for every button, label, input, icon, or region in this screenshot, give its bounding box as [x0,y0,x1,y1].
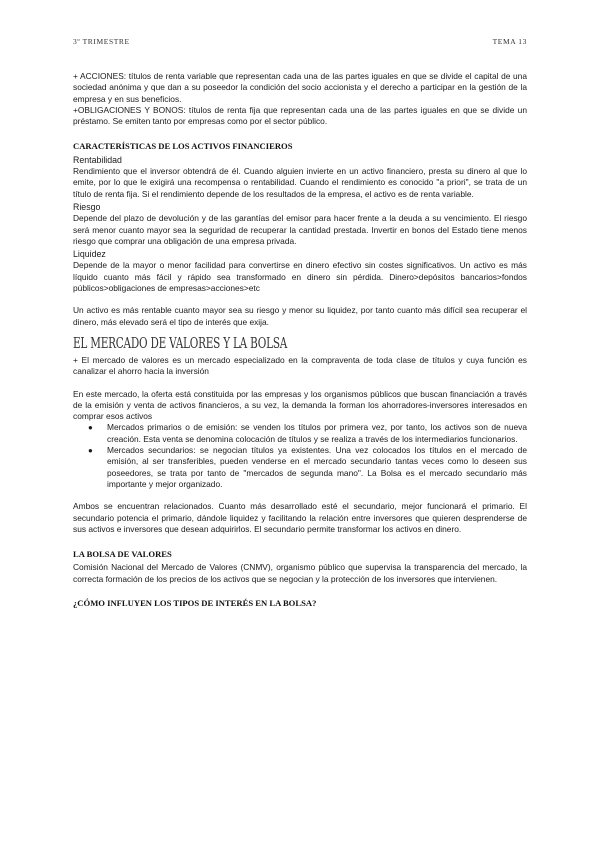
paragraph-mercado-definition: + El mercado de valores es un mercado especializado en la compraventa de toda clase de títulos y cuya función es canalizar el ahorro hacia la inversión [73,354,527,377]
paragraph-riesgo: Depende del plazo de devolución y de las garantías del emisor para hacer frente a la deuda a su vencimiento. El riesgo será menor cuanto mayor sea la seguridad de recuperar la cantidad prestada. Invertir en bonos del Estado tiene menos riesgo que comprar una obligación de una empresa privada. [73,213,527,246]
list-item-text: Mercados secundarios: se negocian títulos ya existentes. Una vez colocados los títulos en el mercado de emisión, al ser transferibles, pueden venderse en el mercado secundario tantas veces como lo deseen sus poseedores, se trata por tanto de "mercados de segunda mano". La Bolsa es el mercado secundario más importante y mejor organizado. [107,445,527,489]
paragraph-liquidez: Depende de la mayor o menor facilidad para convertirse en dinero efectivo sin costes significativos. Un activo es más líquido cuanto más fácil y rápido sea transformado en dinero sin pérdida. Dinero>depósitos bancarios>fondos públicos>obligaciones de empresas>acciones>etc [73,260,527,294]
subheading-liquidez: Liquidez [73,249,106,260]
paragraph-rentabilidad: Rendimiento que el inversor obtendrá de él. Cuando alguien invierte en un activo financiero, presta su dinero al que lo emite, por lo que le exigirá una recompensa o rentabilidad. Cuando el rendimiento es conocido "a priori", se trata de un título de renta fija. Si el rendimiento depende de los resultados de la empresa, el activo es de renta variable. [73,166,527,199]
paragraph-conclusion: Un activo es más rentable cuanto mayor sea su riesgo y menor su liquidez, por tanto cuanto más difícil sea recuperar el dinero, más elevado será el tipo de interés que exija. [73,305,527,327]
paragraph-bolsa: Comisión Nacional del Mercado de Valores (CNMV), organismo público que supervisa la transparencia del mercado, la correcta formación de los precios de los activos que se negocian y la protección de los inversores que intervienen. [73,562,527,584]
bullet-icon: ● [88,423,93,433]
paragraph-relacion: Ambos se encuentran relacionados. Cuanto más desarrollado esté el secundario, mejor funcionará el primario. El secundario potencia el primario, dándole liquidez y facilitando la relación entre inversores que quieren desprenderse de sus activos e inversores que desean adquirirlos. El secundario permite transformar los activos en dinero. [73,501,527,534]
paragraph-oferta: En este mercado, la oferta está constituida por las empresas y los organismos públicos que buscan financiación a través de la emisión y venta de activos financieros, a su vez, la demanda la forman los ahorradores-inversores interesados en comprar esos activos [73,388,527,422]
page-content [73,71,527,609]
heading-bolsa: LA BOLSA DE VALORES [73,549,172,560]
list-item [88,422,527,445]
paragraph-obligaciones: +OBLIGACIONES Y BONOS: títulos de renta fija que representan cada una de las partes iguales en que se divide un préstamo. Se emiten tanto por empresas como por el sector público. [73,104,527,127]
subheading-riesgo: Riesgo [73,201,101,212]
market-types-list [88,422,527,490]
paragraph-acciones: + ACCIONES: títulos de renta variable que representan cada una de las partes iguales en que se divide el capital de una sociedad anónima y que dan a su poseedor la condición del socio accionista y el derecho a participar en la gestión de la empresa y en sus beneficios. [73,71,527,104]
subheading-rentabilidad: Rentabilidad [73,154,122,165]
header-term: 3º TRIMESTRE [73,37,130,46]
heading-mercado-valores: EL MERCADO DE VALORES Y LA BOLSA [73,335,288,352]
heading-caracteristicas: CARACTERÍSTICAS DE LOS ACTIVOS FINANCIEROS [73,141,293,152]
bullet-icon: ● [88,446,93,456]
list-item [88,445,527,490]
header-topic: TEMA 13 [492,37,527,46]
list-item-text: Mercados primarios o de emisión: se venden los títulos por primera vez, por tanto, los activos son de nueva creación. Esta venta se denomina colocación de títulos y se realiza a través de los intermediarios funcionarios. [107,422,527,444]
heading-question: ¿CÓMO INFLUYEN LOS TIPOS DE INTERÉS EN LA BOLSA? [73,597,317,608]
